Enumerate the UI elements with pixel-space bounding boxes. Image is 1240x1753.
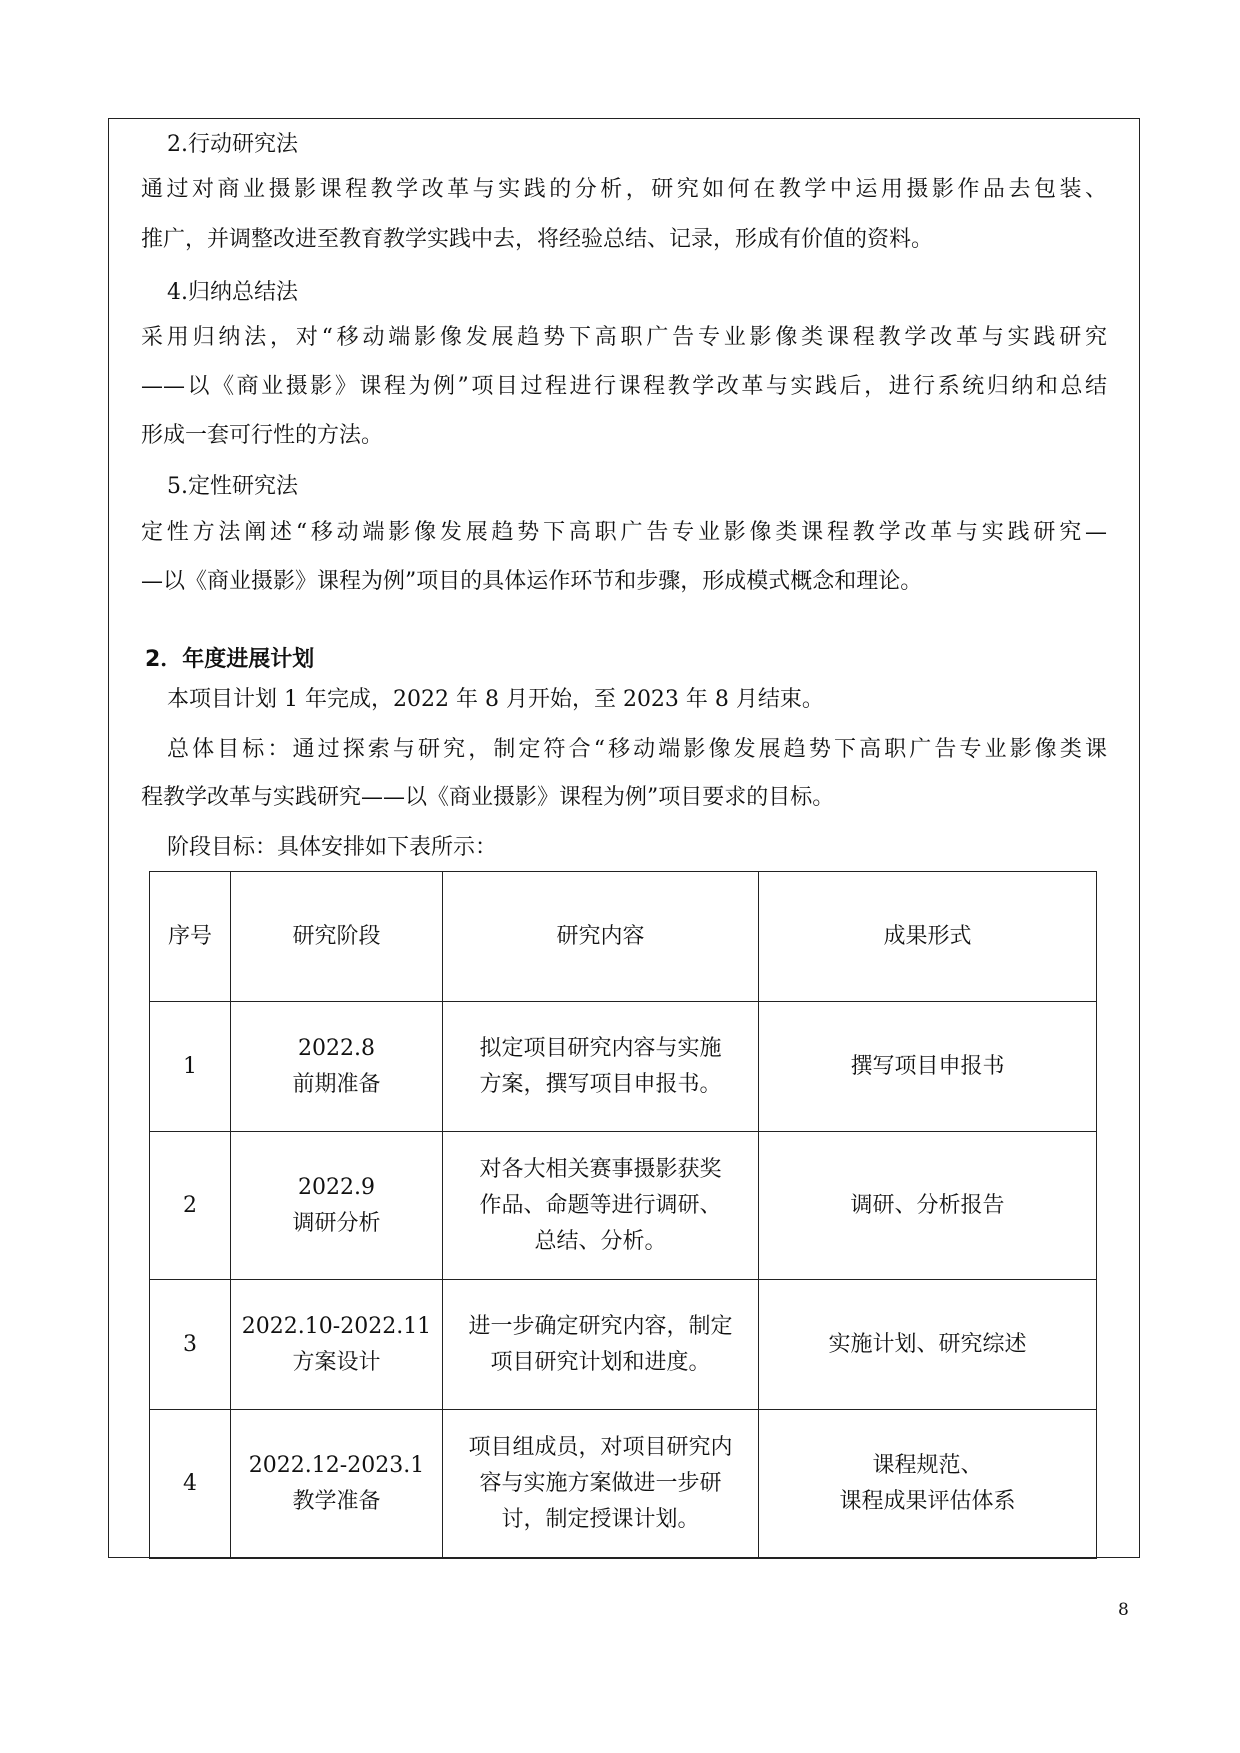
table-header-row <box>150 872 1097 1002</box>
method-4-title: 4.归纳总结法 <box>167 280 298 305</box>
stage-name: 教学准备 <box>292 1489 381 1514</box>
header-number: 序号 <box>150 872 231 1002</box>
row-stage <box>231 1280 443 1410</box>
row-result <box>759 1132 1097 1280</box>
content-line: 讨，制定授课计划。 <box>501 1507 700 1532</box>
content-line: 容与实施方案做进一步研 <box>479 1471 722 1496</box>
row-stage <box>231 1132 443 1280</box>
method-4-body-line-1: 采用归纳法，对“移动端影像发展趋势下高职广告专业影像类课程教学改革与实践研究 <box>141 325 1107 350</box>
content-line: 作品、命题等进行调研、 <box>479 1192 722 1218</box>
stage-date: 2022.10-2022.11 <box>241 1313 432 1339</box>
header-result: 成果形式 <box>759 872 1097 1002</box>
plan-stage-intro: 阶段目标：具体安排如下表所示： <box>167 835 498 860</box>
row-content <box>443 1410 759 1559</box>
plan-duration: 本项目计划 1 年完成，2022 年 8 月开始，至 2023 年 8 月结束。 <box>167 687 824 712</box>
row-result <box>759 1280 1097 1410</box>
result-line: 撰写项目申报书 <box>850 1053 1005 1079</box>
row-number: 3 <box>150 1280 231 1410</box>
stage-name: 方案设计 <box>292 1349 381 1375</box>
plan-overall-line-2: 程教学改革与实践研究——以《商业摄影》课程为例”项目要求的目标。 <box>141 785 835 810</box>
row-stage <box>231 1410 443 1559</box>
content-line: 进一步确定研究内容，制定 <box>468 1313 733 1339</box>
row-number: 2 <box>150 1132 231 1280</box>
stage-name: 前期准备 <box>292 1071 381 1097</box>
plan-heading: 2．年度进展计划 <box>145 647 315 672</box>
method-2-body-line-2: 推广，并调整改进至教育教学实践中去，将经验总结、记录，形成有价值的资料。 <box>141 227 934 252</box>
plan-overall-line-1: 总体目标：通过探索与研究，制定符合“移动端影像发展趋势下高职广告专业影像类课 <box>167 737 1107 762</box>
content-line: 项目组成员，对项目研究内 <box>468 1435 733 1460</box>
table-row <box>150 1410 1097 1559</box>
result-line: 课程成果评估体系 <box>839 1489 1016 1514</box>
result-line: 课程规范、 <box>872 1453 983 1478</box>
stage-date: 2022.8 <box>298 1035 375 1061</box>
result-line: 调研、分析报告 <box>850 1192 1005 1218</box>
method-5-body-line-1: 定性方法阐述“移动端影像发展趋势下高职广告专业影像类课程教学改革与实践研究— <box>141 520 1107 545</box>
result-line: 实施计划、研究综述 <box>828 1331 1027 1357</box>
method-5-body-line-2: —以《商业摄影》课程为例”项目的具体运作环节和步骤，形成模式概念和理论。 <box>141 569 923 594</box>
stage-date: 2022.12-2023.1 <box>248 1453 425 1478</box>
stage-table <box>149 871 1097 1559</box>
content-line: 方案，撰写项目申报书。 <box>479 1071 722 1097</box>
row-content <box>443 1132 759 1280</box>
content-line: 对各大相关赛事摄影获奖 <box>479 1156 722 1182</box>
content-line: 拟定项目研究内容与实施 <box>479 1035 722 1061</box>
row-number: 1 <box>150 1002 231 1132</box>
page-number: 8 <box>1118 1600 1129 1620</box>
table-row <box>150 1002 1097 1132</box>
stage-date: 2022.9 <box>298 1174 375 1200</box>
method-4-body-line-2: ——以《商业摄影》课程为例”项目过程进行课程教学改革与实践后，进行系统归纳和总结 <box>141 374 1107 399</box>
content-line: 项目研究计划和进度。 <box>490 1349 711 1375</box>
table-row <box>150 1132 1097 1280</box>
row-stage <box>231 1002 443 1132</box>
row-content <box>443 1280 759 1410</box>
stage-name: 调研分析 <box>292 1210 381 1236</box>
row-number: 4 <box>150 1410 231 1559</box>
method-2-title: 2.行动研究法 <box>167 132 298 157</box>
method-2-body-line-1: 通过对商业摄影课程教学改革与实践的分析，研究如何在教学中运用摄影作品去包装、 <box>141 177 1107 202</box>
content-line: 总结、分析。 <box>534 1228 667 1254</box>
row-result <box>759 1410 1097 1559</box>
header-stage: 研究阶段 <box>231 872 443 1002</box>
row-result <box>759 1002 1097 1132</box>
table-row <box>150 1280 1097 1410</box>
header-content: 研究内容 <box>443 872 759 1002</box>
method-4-body-line-3: 形成一套可行性的方法。 <box>141 423 384 448</box>
method-5-title: 5.定性研究法 <box>167 474 298 499</box>
row-content <box>443 1002 759 1132</box>
